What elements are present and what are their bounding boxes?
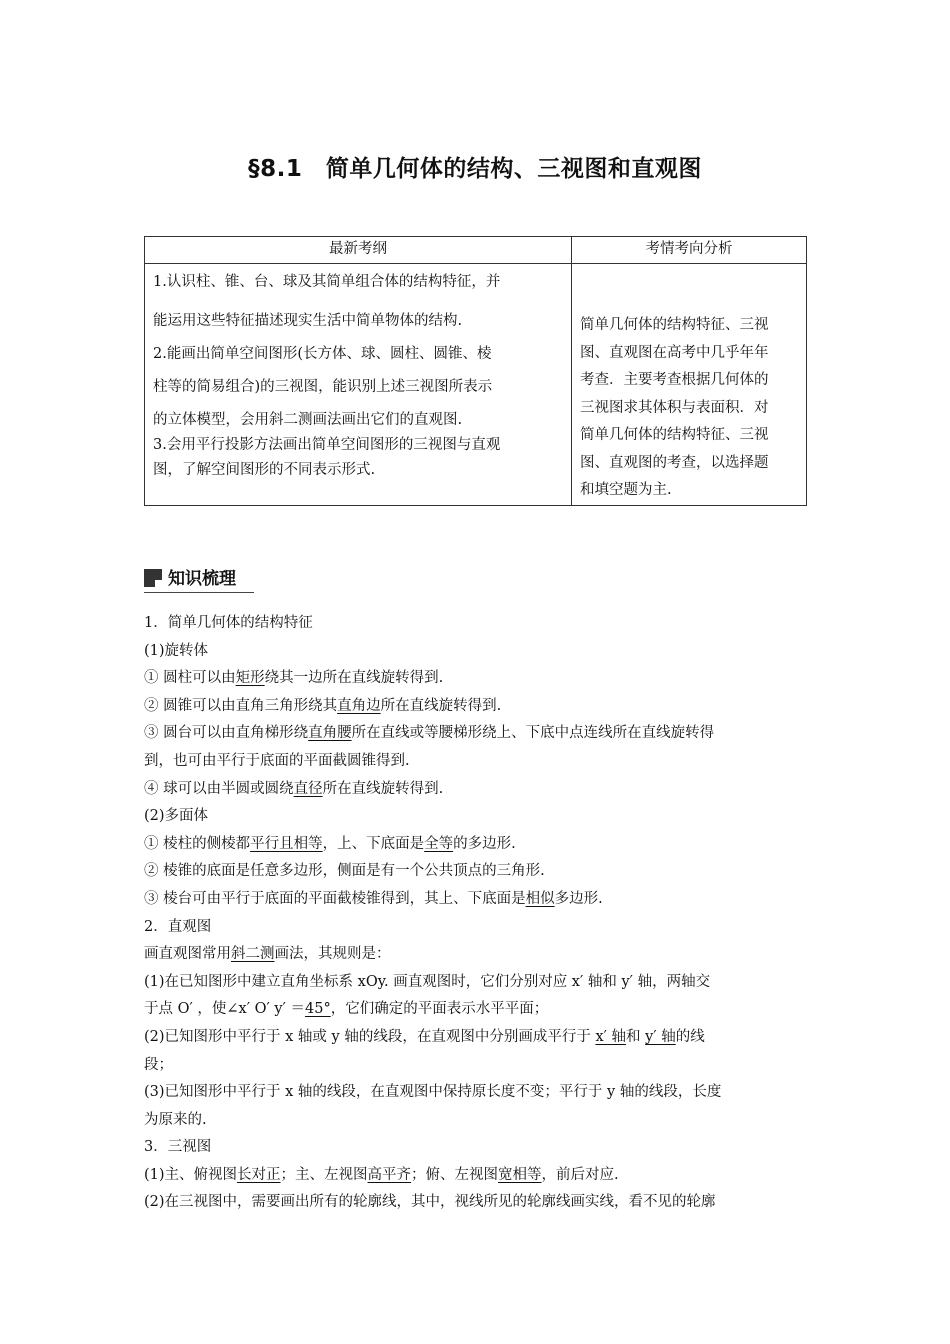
- table-header-row: [145, 237, 807, 264]
- knowledge-content: [144, 610, 807, 1217]
- syllabus-line: 能运用这些特征描述现实生活中简单物体的结构.: [153, 313, 463, 329]
- table-body-row: [145, 264, 807, 506]
- analysis-line: 考查．主要考查根据几何体的: [580, 372, 769, 388]
- section-heading-text: 知识梳理: [168, 569, 236, 589]
- text-line: 1．简单几何体的结构特征: [144, 615, 313, 631]
- page-title: §8.1 简单几何体的结构、三视图和直观图: [248, 156, 702, 182]
- syllabus-line: 的立体模型，会用斜二测画法画出它们的直观图.: [153, 412, 463, 428]
- answer-blank: y′ 轴: [645, 1028, 676, 1045]
- text-line: 段；: [144, 1056, 173, 1073]
- answer-blank: 平行且相等: [250, 835, 323, 852]
- text-line: ③ 棱台可由平行于底面的平面截棱锥得到，其上、下底面是相似多边形.: [144, 890, 603, 907]
- header-latest-syllabus: 最新考纲: [145, 237, 572, 264]
- section-square-icon: [144, 569, 162, 587]
- analysis-cell: [572, 264, 807, 506]
- header-exam-analysis: 考情考向分析: [572, 237, 807, 264]
- analysis-line: 和填空题为主.: [580, 482, 672, 498]
- text-line: 到，也可由平行于底面的平面截圆锥得到.: [144, 752, 410, 769]
- text-line: 2．直观图: [144, 918, 212, 935]
- text-line: (3)已知图形中平行于 x 轴的线段，在直观图中保持原长度不变；平行于 y 轴的线段，长度: [144, 1084, 722, 1101]
- analysis-line: 简单几何体的结构特征、三视: [580, 317, 769, 333]
- syllabus-line: 柱等的简易组合)的三视图，能识别上述三视图所表示: [153, 379, 493, 395]
- text-line: (2)在三视图中，需要画出所有的轮廓线，其中，视线所见的轮廓线画实线，看不见的轮廓: [144, 1194, 716, 1211]
- answer-blank: 相似: [525, 890, 555, 907]
- section-heading: [144, 564, 236, 589]
- syllabus-line: 图，了解空间图形的不同表示形式.: [153, 462, 376, 478]
- text-line: (1)旋转体: [144, 642, 209, 659]
- answer-blank: 矩形: [235, 670, 265, 687]
- answer-blank: 宽相等: [498, 1166, 542, 1183]
- answer-blank: x′ 轴: [595, 1028, 627, 1045]
- answer-blank: 长对正: [237, 1166, 281, 1183]
- text-line: 为原来的.: [144, 1111, 207, 1128]
- text-line: ② 圆锥可以由直角三角形绕其直角边所在直线旋转得到.: [144, 697, 502, 714]
- analysis-line: 简单几何体的结构特征、三视: [580, 427, 769, 443]
- syllabus-line: 3.会用平行投影方法画出简单空间图形的三视图与直观: [153, 437, 501, 453]
- answer-blank: 全等: [424, 835, 454, 852]
- text-line: ② 棱锥的底面是任意多边形，侧面是有一个公共顶点的三角形.: [144, 863, 545, 880]
- answer-blank: 斜二测: [231, 946, 275, 963]
- text-line: 3．三视图: [144, 1139, 212, 1156]
- answer-blank: 直角边: [337, 697, 381, 714]
- text-line: 画直观图常用斜二测画法，其规则是：: [144, 946, 391, 963]
- text-line: (2)多面体: [144, 808, 209, 825]
- text-line: ① 棱柱的侧棱都平行且相等，上、下底面是全等的多边形.: [144, 835, 516, 852]
- syllabus-line: 1.认识柱、锥、台、球及其简单组合体的结构特征，并: [153, 274, 501, 290]
- analysis-line: 图、直观图的考查，以选择题: [580, 454, 769, 471]
- syllabus-cell: [145, 264, 572, 506]
- text-line: (2)已知图形中平行于 x 轴或 y 轴的线段，在直观图中分别画成平行于 x′ 轴和 y′ 轴的线: [144, 1028, 705, 1045]
- text-line: (1)主、俯视图长对正；主、左视图高平齐；俯、左视图宽相等，前后对应.: [144, 1166, 619, 1183]
- syllabus-line: 2.能画出简单空间图形(长方体、球、圆柱、圆锥、棱: [153, 346, 492, 362]
- analysis-line: 图、直观图在高考中几乎年年: [580, 344, 769, 361]
- section-heading-rule: [144, 592, 254, 593]
- text-line: (1)在已知图形中建立直角坐标系 xOy. 画直观图时，它们分别对应 x′ 轴和 y′ 轴，两轴交: [144, 973, 711, 990]
- text-line: 于点 O′ ，使∠x′ O′ y′ ＝45°，它们确定的平面表示水平平面；: [144, 1001, 549, 1018]
- answer-blank: 45°: [305, 1001, 331, 1018]
- text-line: ③ 圆台可以由直角梯形绕直角腰所在直线或等腰梯形绕上、下底中点连线所在直线旋转得: [144, 725, 715, 742]
- answer-blank: 直角腰: [308, 725, 352, 742]
- text-line: ① 圆柱可以由矩形绕其一边所在直线旋转得到.: [144, 670, 444, 687]
- analysis-line: 三视图求其体积与表面积．对: [580, 399, 769, 416]
- syllabus-table: [144, 236, 807, 506]
- answer-blank: 直径: [293, 780, 323, 797]
- text-line: ④ 球可以由半圆或圆绕直径所在直线旋转得到.: [144, 780, 444, 797]
- answer-blank: 高平齐: [367, 1166, 412, 1183]
